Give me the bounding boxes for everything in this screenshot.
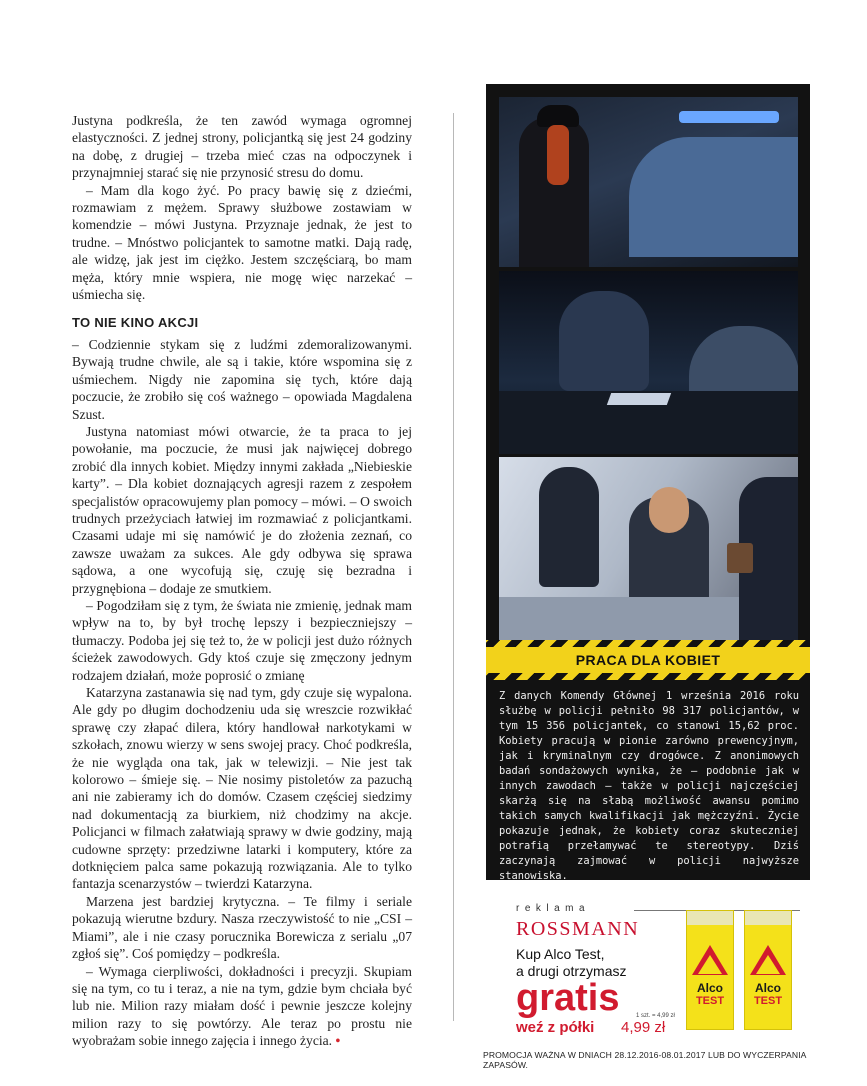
- section-heading: TO NIE KINO AKCJI: [72, 315, 199, 331]
- article-last-text: – Wymaga cierpliwości, dokładności i precyzji. Skupiam się na tym, co tu i teraz, a nie na tym, gdzie bym chciała być lub nie. Milion razy miałam dość i pewnie jeszcze kolejny milion razy to się powtórzy. Ale teraz po prostu nie wyobrażam sobie innego zajęcia i innego życia.: [72, 963, 412, 1049]
- photo-office: [499, 457, 798, 640]
- article-paragraph: Justyna natomiast mówi otwarcie, że ta praca to jej powołanie, ma poczucie, że musi jak najwięcej dobrego zrobić dla innych kobiet. Między innymi zakłada „Niebieskie karty”. – Dla kobiet doznających agresji razem z zespołem specjalistów opracowujemy plan pomocy – mówi. – O swoich trudnych przeżyciach łatwiej im rozmawiać z policjantkami. Czasami udaje mi się namówić je do złożenia zeznań, co zawsze uważam za sukces. Ale gdy odbywa się sprawa sądowa, a one wycofują się, czuję się bezradna i przygnębiona – dodaje ze smutkiem.: [72, 423, 412, 596]
- pack-test: TEST: [753, 995, 783, 1007]
- photo-police-car: [499, 97, 798, 267]
- article-column: [72, 112, 412, 1050]
- ad-gratis: gratis: [516, 977, 620, 1019]
- article-paragraph-last: [72, 963, 412, 1050]
- article-paragraph: – Mam dla kogo żyć. Po pracy bawię się z dziećmi, rozmawiam z mężem. Sprawy służbowe zostawiam w komendzie – mówi Justyna. Przyznaje jednak, że jest to trudne. – Mnóstwo policjantek to samotne matki. Dają radę, ale widzę, jak jest im ciężko. Jestem szczęściarą, bo mam męża, który mnie wspiera, nie mogę więc narzekać – uśmiecha się.: [72, 182, 412, 303]
- article-paragraph: – Codziennie stykam się z ludźmi zdemoralizowanymi. Bywają trudne chwile, ale są i takie, które wspomina się z uśmiechem. Nigdy nie zapomina się tych, które dają poczucie, że zrobiło się coś ważnego – opowiada Magdalena Szust.: [72, 336, 412, 422]
- pack-brand: Alco: [754, 981, 781, 995]
- ad-small-price: 1 szt. = 4,99 zł: [636, 1013, 675, 1019]
- article-paragraph: – Pogodziłam się z tym, że świata nie zmienię, jednak mam wpływ na to, by był trochę lepszy i bezpieczniejszy – tłumaczy. Podoba jej się też to, że w policji jest dużo różnych ścieżek zawodowych. Gdy ktoś czuje się zmęczony jednym rodzajem działań, może poprosić o zmianę: [72, 597, 412, 683]
- ad-brand-logo: ROSSMANN: [516, 918, 640, 940]
- article-paragraph: Katarzyna zastanawia się nad tym, gdy czuje się wypalona. Ale gdy po długim dochodzeniu uda się wreszcie rozwikłać sprawę czy złapać dilera, który handlował narkotykami w szkołach, znowu wierzy w sens swojej pracy. Choć podkreśla, że nie wygląda ona tak, jak w telewizji. – Nie jest tak kolorowo – śmieje się. – Nie nosimy pistoletów za pazuchą ani nie zabieramy ich do domów. Czasem częściej siedzimy nad dokumentacją za biurkiem, niż chodzimy na akcje. Policjanci w filmach załatwiają sprawy w dwie godziny, mają cudowne sprzęty: przedziwne latarki i komputery, które za dotknięciem palca same pokazują rozwiązania. Ale to tylko fantazja scenarzystów – twierdzi Katarzyna.: [72, 685, 412, 892]
- ad-line-1: Kup Alco Test,: [516, 946, 605, 962]
- caution-tape-banner: [486, 640, 810, 680]
- pack-brand: Alco: [696, 981, 723, 995]
- promo-footer: PROMOCJA WAŻNA W DNIACH 28.12.2016-08.01.2017 LUB DO WYCZERPANIA ZAPASÓW.: [483, 1050, 807, 1070]
- ad-take-from-shelf: weź z półki: [516, 1019, 595, 1036]
- tape-stripe: [486, 640, 810, 647]
- rossmann-ad: [486, 898, 810, 1046]
- sidebar-title: PRACA DLA KOBIET: [575, 652, 721, 668]
- sidebar-text: Z danych Komendy Głównej 1 września 2016 roku służbę w policji pełniło 98 317 policjantów, w tym 15 356 policjantek, co stanowi 15,62 proc. Kobiety pracują w pionie zarówno prewencyjnym, jak i kryminalnym czy drogówce. Z anonimowych badań sondażowych wynika, że – podobnie jak w innych zawodach – także w policji najczęściej skarżą się na słabą możliwość awansu pomimo takich samych kwalifikacji jak mężczyźni. Życie pokazuje jednak, że kobiety coraz skuteczniej potrafią przełamywać te stereotypy. Dziś zaczynają zajmować w policji najwyższe stanowiska.: [499, 690, 799, 882]
- ad-line-2: a drugi otrzymasz: [516, 963, 627, 979]
- ad-label: reklama: [516, 903, 591, 914]
- alcotest-pack-1: [686, 910, 734, 1030]
- tape-stripe: [486, 673, 810, 680]
- end-mark-icon: •: [335, 1033, 341, 1049]
- pack-test: TEST: [695, 995, 725, 1007]
- article-paragraph: Justyna podkreśla, że ten zawód wymaga ogromnej elastyczności. Z jednej strony, policjantką się jest 24 godziny na dobę, z drugiej – trzeba mieć czas na odpoczynek i przynajmniej starać się nie przynosić stresu do domu.: [72, 113, 412, 181]
- column-divider: [453, 113, 454, 1021]
- article-paragraph: Marzena jest bardziej krytyczna. – Te filmy i seriale pokazują wierutne bzdury. Nasza rzeczywistość to nie „CSI – Miami”, ale i nie czasy porucznika Borewicza z serialu „07 zgłoś się”. Coś pomiędzy – podkreśla.: [72, 893, 412, 962]
- ad-price: 4,99 zł: [621, 1019, 666, 1036]
- photo-interrogation: [499, 271, 798, 454]
- alcotest-pack-2: [744, 910, 792, 1030]
